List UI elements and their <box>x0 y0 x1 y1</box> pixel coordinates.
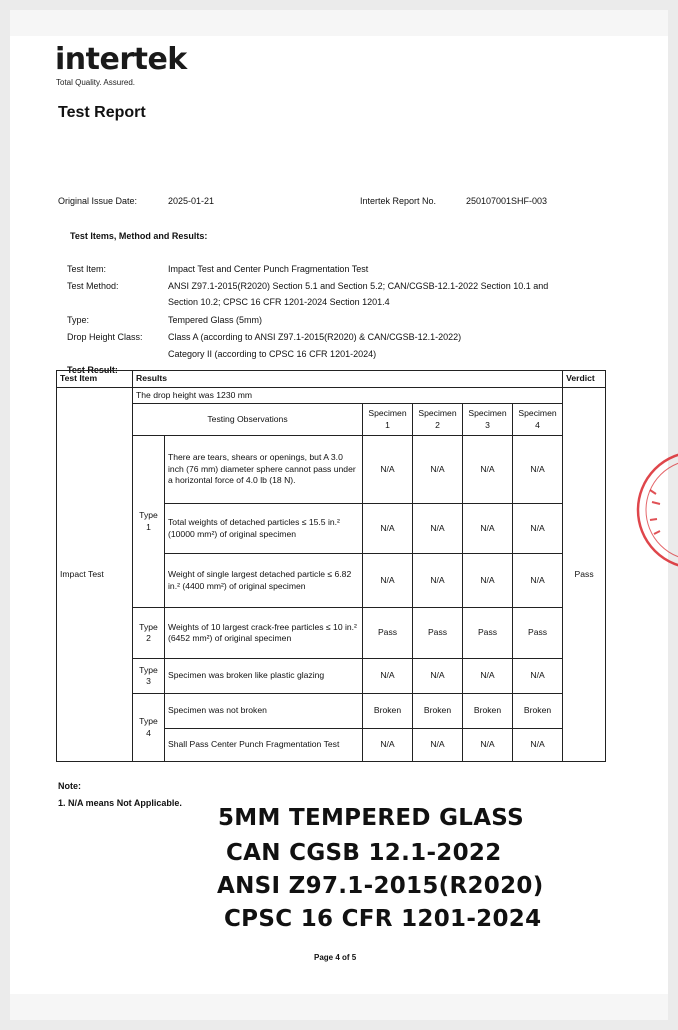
result-cell: N/A <box>413 504 463 554</box>
result-cell: N/A <box>513 659 563 694</box>
section-title: Test Items, Method and Results: <box>70 231 208 241</box>
result-cell: N/A <box>463 554 513 608</box>
result-cell: N/A <box>513 504 563 554</box>
type-label: Type: <box>67 315 90 325</box>
result-cell: N/A <box>463 659 513 694</box>
intertek-logo: intertek <box>55 42 187 77</box>
report-no-value: 250107001SHF-003 <box>466 196 548 206</box>
header-verdict: Verdict <box>563 371 606 388</box>
report-title: Test Report <box>58 104 146 121</box>
note-label: Note: <box>58 781 81 791</box>
test-method-line2: Section 10.2; CPSC 16 CFR 1201-2024 Section 1201.4 <box>168 297 390 307</box>
overlay-line-3: ANSI Z97.1-2015(R2020) <box>217 873 544 899</box>
result-cell: N/A <box>413 554 463 608</box>
test-item-label: Test Item: <box>67 264 107 274</box>
result-cell: Pass <box>413 608 463 659</box>
test-result-label: Test Result: <box>67 365 118 375</box>
test-method-label: Test Method: <box>67 281 119 291</box>
overlay-line-2: CAN CGSB 12.1-2022 <box>226 840 502 866</box>
observation-cell: Specimen was not broken <box>165 694 363 729</box>
result-cell: Pass <box>363 608 413 659</box>
result-cell: N/A <box>513 729 563 762</box>
result-cell: N/A <box>463 729 513 762</box>
result-cell: N/A <box>413 659 463 694</box>
overlay-line-4: CPSC 16 CFR 1201-2024 <box>224 906 542 932</box>
result-cell: N/A <box>513 554 563 608</box>
page-number: Page 4 of 5 <box>314 953 357 962</box>
result-cell: N/A <box>363 504 413 554</box>
result-cell: N/A <box>463 504 513 554</box>
note-1: 1. N/A means Not Applicable. <box>58 798 182 808</box>
header-results: Results <box>133 371 563 388</box>
result-cell: N/A <box>463 436 513 504</box>
observation-cell: Weights of 10 largest crack-free particles ≤ 10 in.² (6452 mm²) of original specimen <box>165 608 363 659</box>
specimen-4-header: Specimen 4 <box>513 404 563 436</box>
result-cell: N/A <box>363 659 413 694</box>
result-cell: Broken <box>413 694 463 729</box>
type-3-cell: Type 3 <box>133 659 165 694</box>
report-no-label: Intertek Report No. <box>360 196 437 206</box>
company-seal-stamp <box>634 430 678 590</box>
issue-date-label: Original Issue Date: <box>58 196 138 206</box>
type-2-cell: Type 2 <box>133 608 165 659</box>
drop-class-line2: Category II (according to CPSC 16 CFR 1201-2024) <box>168 349 377 359</box>
header-test-item: Test Item <box>57 371 133 388</box>
results-table <box>56 370 606 762</box>
specimen-2-header: Specimen 2 <box>413 404 463 436</box>
result-cell: N/A <box>413 729 463 762</box>
observation-cell: There are tears, shears or openings, but A 3.0 inch (76 mm) diameter sphere cannot pass under a horizontal force of 4.0 lb (18 N). <box>165 436 363 504</box>
result-cell: N/A <box>513 436 563 504</box>
result-cell: N/A <box>363 729 413 762</box>
observation-cell: Specimen was broken like plastic glazing <box>165 659 363 694</box>
type-value: Tempered Glass (5mm) <box>168 315 263 325</box>
result-cell: N/A <box>363 436 413 504</box>
drop-class-label: Drop Height Class: <box>67 332 143 342</box>
testing-observations-header: Testing Observations <box>133 404 363 436</box>
test-name-cell: Impact Test <box>57 387 133 762</box>
logo-tagline: Total Quality. Assured. <box>56 78 135 87</box>
result-cell: N/A <box>363 554 413 608</box>
verdict-cell: Pass <box>563 387 606 762</box>
overlay-line-1: 5MM TEMPERED GLASS <box>218 805 524 831</box>
result-cell: Broken <box>363 694 413 729</box>
specimen-3-header: Specimen 3 <box>463 404 513 436</box>
observation-cell: Total weights of detached particles ≤ 15.5 in.² (10000 mm²) of original specimen <box>165 504 363 554</box>
type-1-cell: Type 1 <box>133 436 165 608</box>
result-cell: N/A <box>413 436 463 504</box>
test-item-value: Impact Test and Center Punch Fragmentation Test <box>168 264 369 274</box>
result-cell: Broken <box>463 694 513 729</box>
specimen-1-header: Specimen 1 <box>363 404 413 436</box>
observation-cell: Shall Pass Center Punch Fragmentation Test <box>165 729 363 762</box>
result-cell: Pass <box>463 608 513 659</box>
result-cell: Pass <box>513 608 563 659</box>
result-cell: Broken <box>513 694 563 729</box>
type-4-cell: Type 4 <box>133 694 165 762</box>
observation-cell: Weight of single largest detached particle ≤ 6.82 in.² (4400 mm²) of original specimen <box>165 554 363 608</box>
issue-date-value: 2025-01-21 <box>168 196 215 206</box>
drop-class-line1: Class A (according to ANSI Z97.1-2015(R2020) & CAN/CGSB-12.1-2022) <box>168 332 462 342</box>
test-method-line1: ANSI Z97.1-2015(R2020) Section 5.1 and Section 5.2; CAN/CGSB-12.1-2022 Section 10.1 and <box>168 281 549 291</box>
drop-height-cell: The drop height was 1230 mm <box>133 387 563 404</box>
